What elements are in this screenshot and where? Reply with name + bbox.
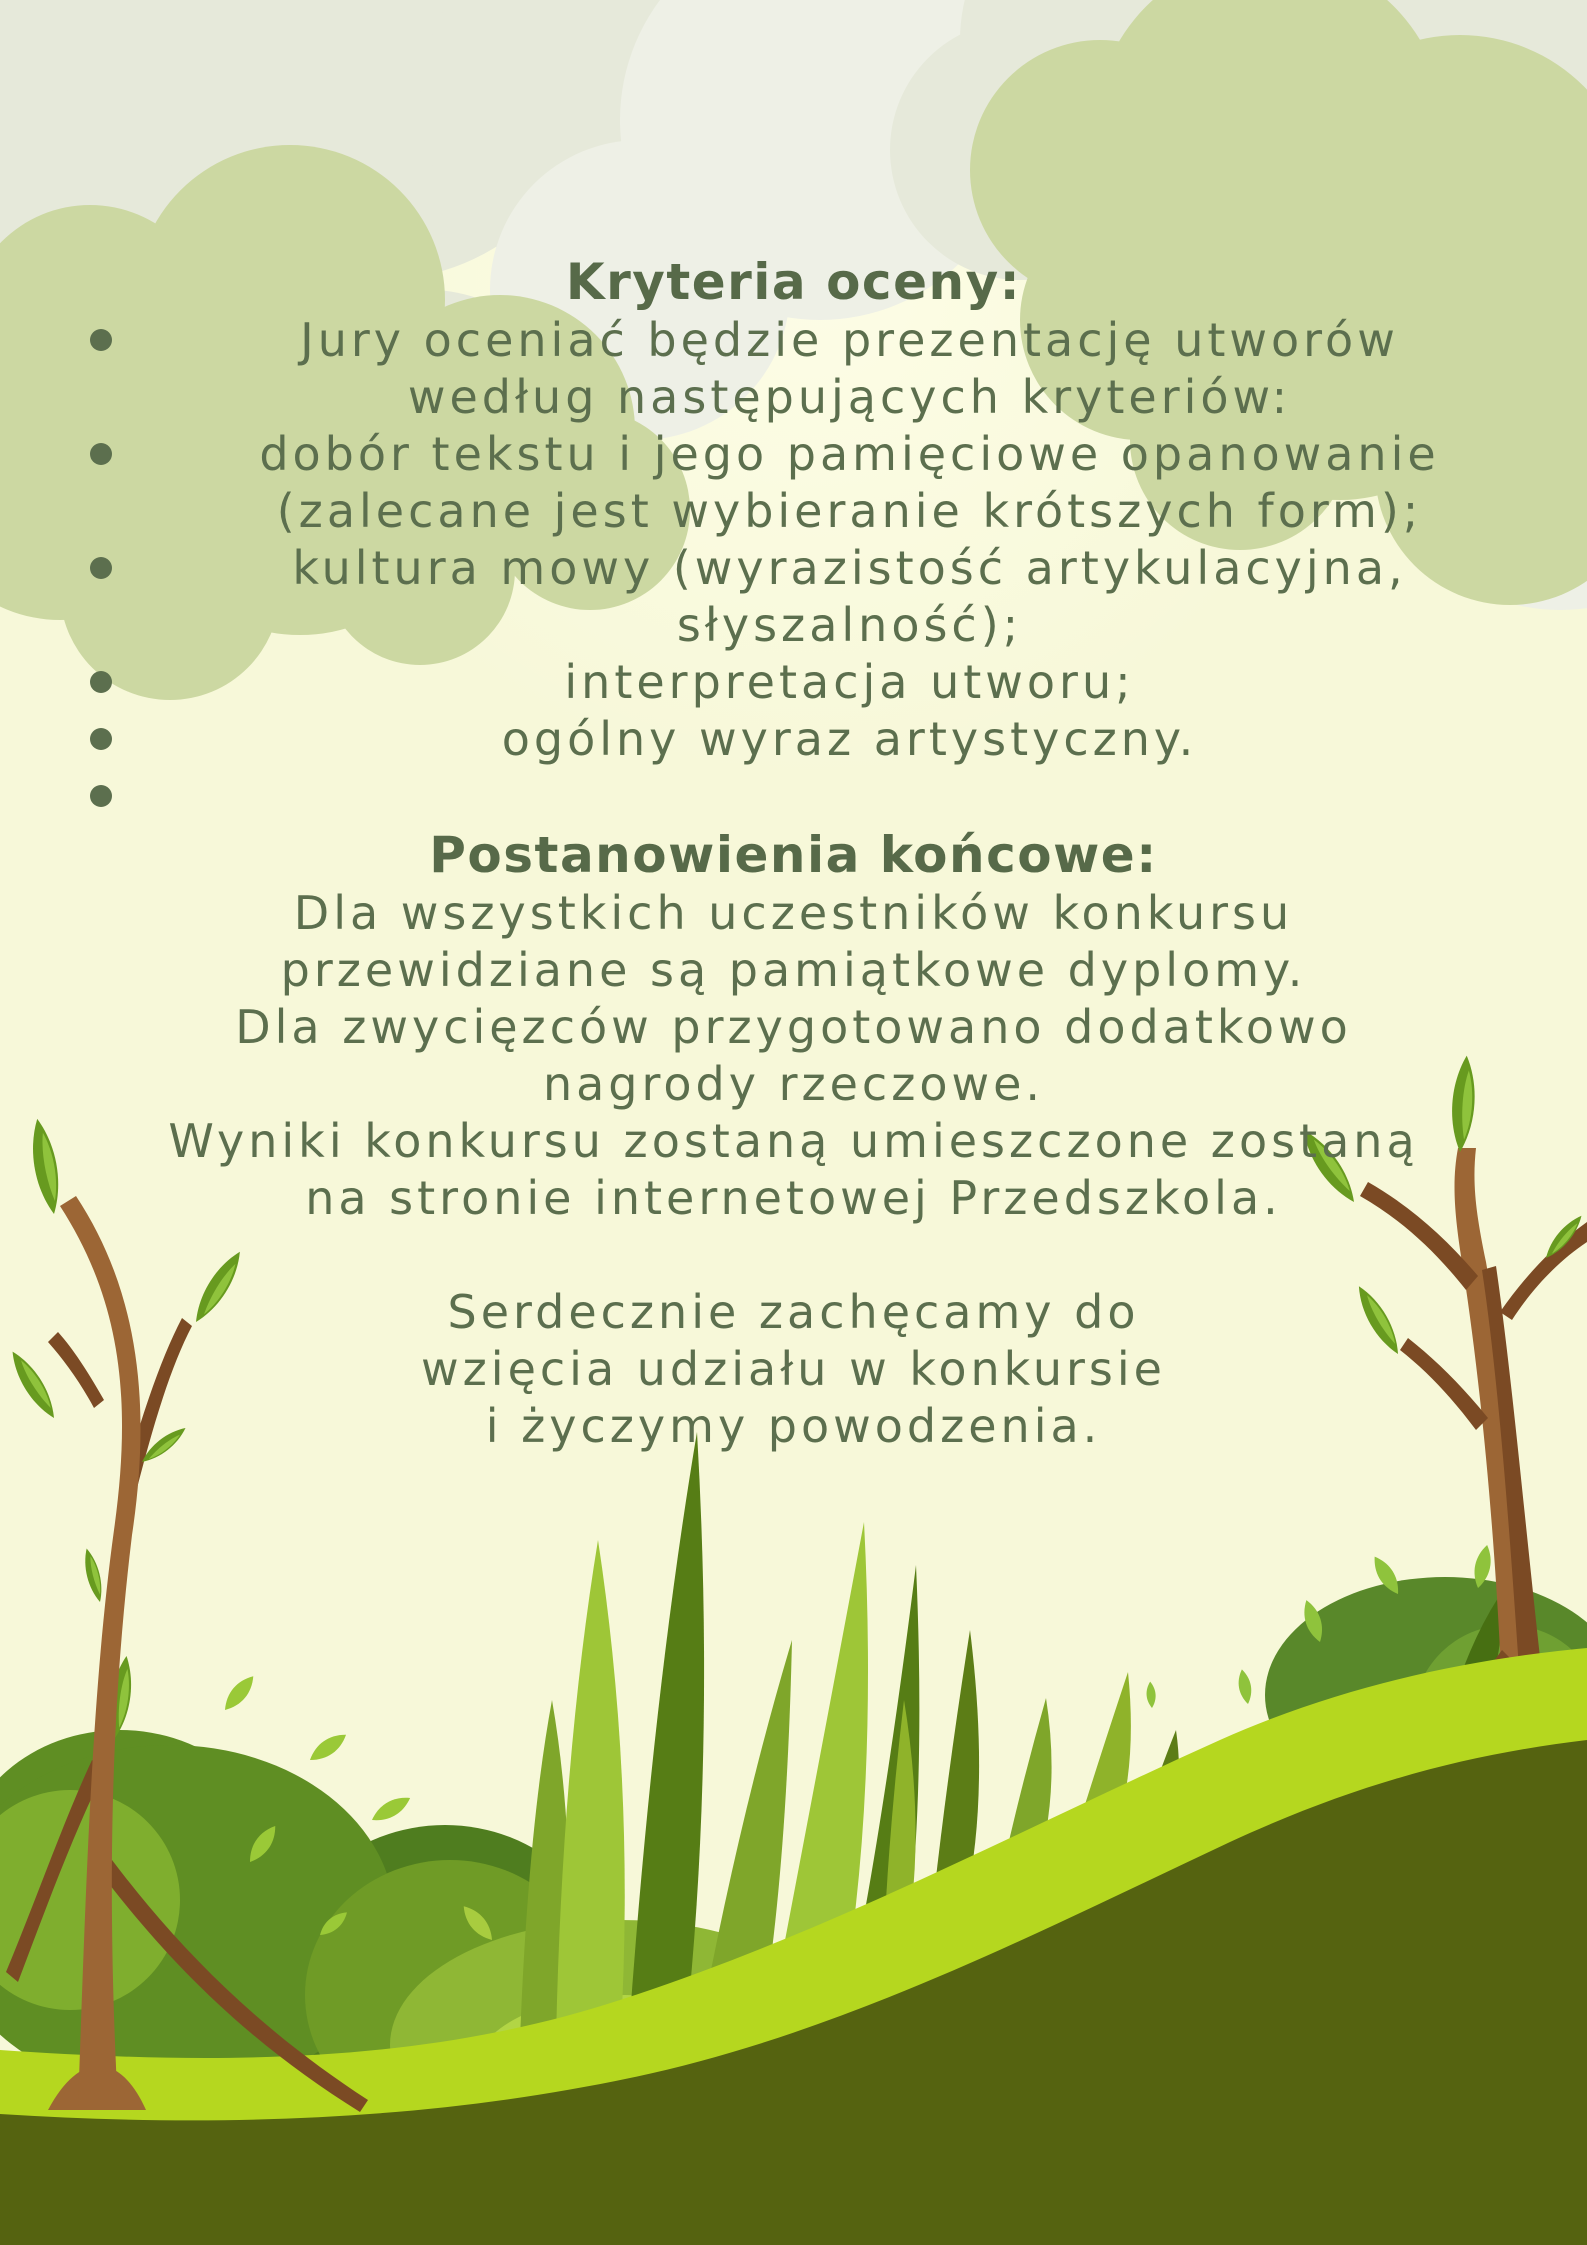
list-item [0, 768, 1587, 825]
heading-postanowienia-koncowe: Postanowienia końcowe: [429, 826, 1158, 884]
list-item [0, 312, 1587, 426]
list-item-line: według następujących kryteriów: [407, 370, 1292, 424]
paragraph-line: Dla wszystkich uczestników konkursu [293, 886, 1294, 940]
list-item [0, 654, 1587, 711]
list-item-text [112, 540, 1587, 654]
bullet-dot-icon [90, 557, 112, 579]
bullet-dot-icon [90, 443, 112, 465]
closing-invitation [0, 1284, 1587, 1455]
bullet-dot-icon [90, 671, 112, 693]
paragraph-line: Serdecznie zachęcamy do [447, 1285, 1140, 1339]
list-item-line [112, 768, 1587, 825]
paragraph-line: przewidziane są pamiątkowe dyplomy. [280, 943, 1307, 997]
list-item-line: Jury oceniać będzie prezentację utworów [300, 313, 1399, 367]
list-item-line: dobór tekstu i jego pamięciowe opanowanie [259, 427, 1440, 481]
paragraph-line: Wyniki konkursu zostaną umieszczone zostaną [168, 1114, 1419, 1168]
list-item-text [112, 426, 1587, 540]
heading-kryteria-oceny: Kryteria oceny: [565, 253, 1022, 311]
list-item-text [112, 312, 1587, 426]
criteria-list [0, 312, 1587, 825]
list-item-line: interpretacja utworu; [564, 655, 1135, 709]
list-item-line: słyszalność); [676, 598, 1023, 652]
list-item [0, 540, 1587, 654]
bullet-dot-icon [90, 785, 112, 807]
list-item-text [112, 768, 1587, 825]
poster-text [0, 252, 1587, 1455]
list-item-line: ogólny wyraz artystyczny. [501, 712, 1198, 766]
list-item-line: (zalecane jest wybieranie krótszych form); [276, 484, 1423, 538]
list-item-text [112, 654, 1587, 711]
paragraph-line: i życzymy powodzenia. [485, 1399, 1102, 1453]
final-provisions [0, 885, 1587, 1227]
paragraph-line: Dla zwycięzców przygotowano dodatkowo [235, 1000, 1352, 1054]
list-item-text [112, 711, 1587, 768]
paragraph-line: nagrody rzeczowe. [542, 1057, 1045, 1111]
list-item [0, 711, 1587, 768]
bullet-dot-icon [90, 728, 112, 750]
blank-line [0, 1227, 1587, 1284]
paragraph-line: na stronie internetowej Przedszkola. [305, 1171, 1282, 1225]
list-item [0, 426, 1587, 540]
bullet-dot-icon [90, 329, 112, 351]
paragraph-line: wzięcia udziału w konkursie [421, 1342, 1166, 1396]
list-item-line: kultura mowy (wyrazistość artykulacyjna, [292, 541, 1407, 595]
